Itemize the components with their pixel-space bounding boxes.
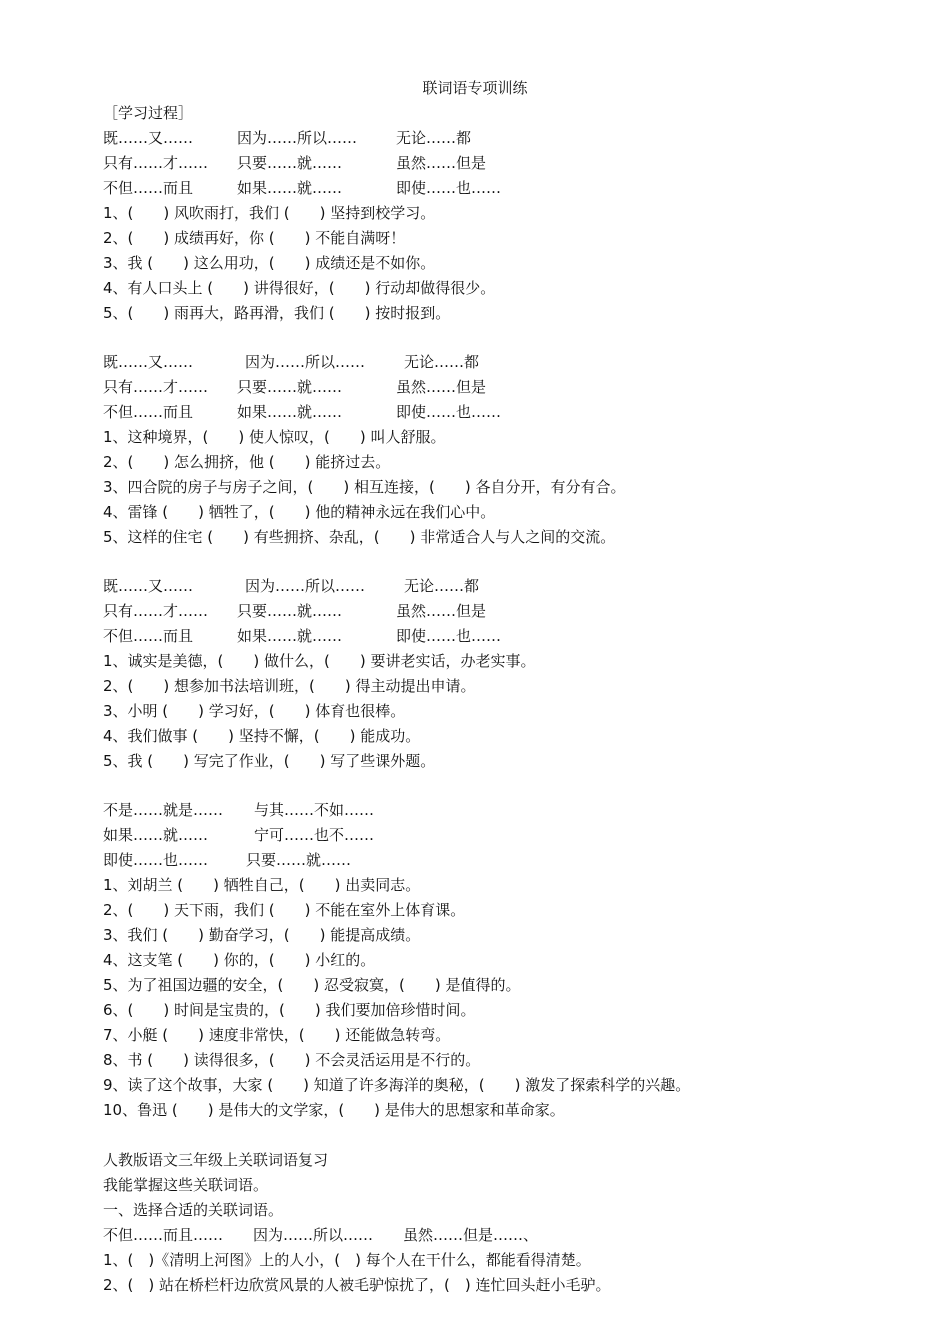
review-heading: 人教版语文三年级上关联词语复习 — [103, 1151, 329, 1169]
conjunction-pair: 只有……才…… — [103, 378, 209, 396]
conjunction-pair: 只要……就…… — [237, 378, 343, 396]
conjunction-pair: 宁可……也不…… — [254, 826, 375, 844]
exercise-item: 3、四合院的房子与房子之间，( ) 相互连接，( ) 各自分开，有分有合。 — [103, 478, 626, 496]
exercise-item: 1、刘胡兰 ( ) 牺牲自己，( ) 出卖同志。 — [103, 876, 421, 894]
exercise-item: 5、这样的住宅 ( ) 有些拥挤、杂乱，( ) 非常适合人与人之间的交流。 — [103, 528, 616, 546]
exercise-item: 1、( )《清明上河图》上的人小，( ) 每个人在干什么，都能看得清楚。 — [103, 1251, 591, 1269]
exercise-item: 5、( ) 雨再大，路再滑，我们 ( ) 按时报到。 — [103, 304, 451, 322]
exercise-item: 7、小艇 ( ) 速度非常快，( ) 还能做急转弯。 — [103, 1026, 451, 1044]
exercise-item: 4、这支笔 ( ) 你的，( ) 小红的。 — [103, 951, 376, 969]
exercise-item: 4、我们做事 ( ) 坚持不懈，( ) 能成功。 — [103, 727, 421, 745]
conjunction-pair: 只要……就…… — [246, 851, 352, 869]
conjunction-pair: 不但……而且 — [103, 179, 194, 197]
exercise-item: 4、雷锋 ( ) 牺牲了，( ) 他的精神永远在我们心中。 — [103, 503, 496, 521]
exercise-item: 2、( ) 站在桥栏杆边欣赏风景的人被毛驴惊扰了，( ) 连忙回头赶小毛驴。 — [103, 1276, 611, 1294]
conjunction-pair: 既……又…… — [103, 353, 194, 371]
conjunction-pair: 与其……不如…… — [254, 801, 375, 819]
exercise-item: 5、为了祖国边疆的安全，( ) 忍受寂寞，( ) 是值得的。 — [103, 976, 521, 994]
conjunction-pair: 如果……就…… — [237, 179, 343, 197]
exercise-item: 3、我 ( ) 这么用功，( ) 成绩还是不如你。 — [103, 254, 436, 272]
exercise-item: 2、( ) 成绩再好，你 ( ) 不能自满呀！ — [103, 229, 406, 247]
conjunction-pair: 如果……就…… — [103, 826, 209, 844]
conjunction-pair: 无论……都 — [404, 353, 480, 371]
exercise-item: 8、书 ( ) 读得很多，( ) 不会灵活运用是不行的。 — [103, 1051, 481, 1069]
exercise-item: 10、鲁迅 ( ) 是伟大的文学家，( ) 是伟大的思想家和革命家。 — [103, 1101, 565, 1119]
conjunction-pair: 虽然……但是 — [396, 602, 487, 620]
exercise-item: 1、诚实是美德，( ) 做什么，( ) 要讲老实话，办老实事。 — [103, 652, 536, 670]
exercise-item: 6、( ) 时间是宝贵的，( ) 我们要加倍珍惜时间。 — [103, 1001, 476, 1019]
conjunction-pair: 即使……也…… — [396, 179, 502, 197]
conjunction-pair: 无论……都 — [396, 129, 472, 147]
conjunction-pair: 不但……而且 — [103, 627, 194, 645]
exercise-item: 2、( ) 天下雨，我们 ( ) 不能在室外上体育课。 — [103, 901, 466, 919]
page-title: 联词语专项训练 — [422, 79, 528, 97]
conjunction-pair: 虽然……但是 — [396, 378, 487, 396]
conjunction-pair: 既……又…… — [103, 129, 194, 147]
conjunction-pair: 虽然……但是 — [396, 154, 487, 172]
exercise-item: 9、读了这个故事，大家 ( ) 知道了许多海洋的奥秘，( ) 激发了探索科学的兴趣。 — [103, 1076, 691, 1094]
exercise-item: 4、有人口头上 ( ) 讲得很好，( ) 行动却做得很少。 — [103, 279, 496, 297]
exercise-item: 1、( ) 风吹雨打，我们 ( ) 坚持到校学习。 — [103, 204, 436, 222]
conjunction-pair: 即使……也…… — [396, 403, 502, 421]
conjunction-pair: 如果……就…… — [237, 403, 343, 421]
conjunction-pair: 因为……所以…… — [245, 353, 366, 371]
conjunction-pair: 只要……就…… — [237, 602, 343, 620]
conjunction-pair: 只要……就…… — [237, 154, 343, 172]
word-bank-row: 不但……而且…… 因为……所以…… 虽然……但是……、 — [103, 1226, 539, 1244]
conjunction-pair: 只有……才…… — [103, 602, 209, 620]
conjunction-pair: 如果……就…… — [237, 627, 343, 645]
process-label: ［学习过程］ — [103, 104, 194, 122]
conjunction-pair: 因为……所以…… — [245, 577, 366, 595]
conjunction-pair: 既……又…… — [103, 577, 194, 595]
conjunction-pair: 即使……也…… — [103, 851, 209, 869]
exercise-item: 2、( ) 怎么拥挤，他 ( ) 能挤过去。 — [103, 453, 391, 471]
conjunction-pair: 只有……才…… — [103, 154, 209, 172]
exercise-item: 2、( ) 想参加书法培训班，( ) 得主动提出申请。 — [103, 677, 476, 695]
conjunction-pair: 不是……就是…… — [103, 801, 224, 819]
conjunction-pair: 不但……而且 — [103, 403, 194, 421]
exercise-item: 5、我 ( ) 写完了作业，( ) 写了些课外题。 — [103, 752, 436, 770]
part-title: 一、选择合适的关联词语。 — [103, 1201, 284, 1219]
exercise-item: 1、这种境界，( ) 使人惊叹，( ) 叫人舒服。 — [103, 428, 446, 446]
review-intro: 我能掌握这些关联词语。 — [103, 1176, 269, 1194]
conjunction-pair: 无论……都 — [404, 577, 480, 595]
conjunction-pair: 因为……所以…… — [237, 129, 358, 147]
exercise-item: 3、我们 ( ) 勤奋学习，( ) 能提高成绩。 — [103, 926, 421, 944]
conjunction-pair: 即使……也…… — [396, 627, 502, 645]
exercise-item: 3、小明 ( ) 学习好，( ) 体育也很棒。 — [103, 702, 406, 720]
